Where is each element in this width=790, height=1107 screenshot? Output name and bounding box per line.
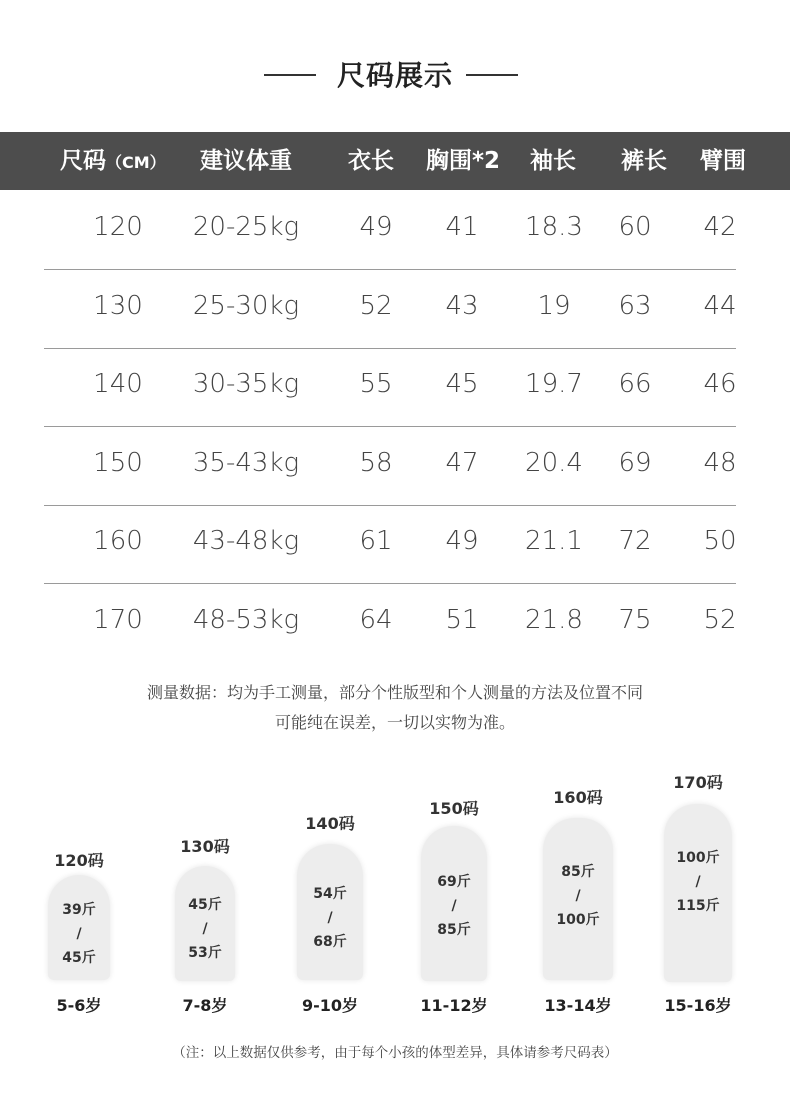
table-cell: 46 [703, 369, 737, 399]
figure-size-label: 140码 [305, 814, 355, 833]
table-cell: 63 [618, 290, 652, 321]
size-figure [639, 0, 757, 1030]
measure-note-line1: 测量数据：均为手工测量，部分个性版型和个人测量的方法及位置不同 [146, 683, 643, 702]
weight-separator: / [76, 926, 82, 942]
table-cell: 64 [359, 604, 393, 635]
table-cell: 58 [359, 447, 393, 478]
weight-separator: / [575, 888, 581, 904]
weight-value: 45斤 [188, 897, 222, 913]
page-title: 尺码展示 [336, 59, 453, 92]
table-cell: 60 [618, 212, 652, 242]
figure-size-label: 160码 [553, 788, 603, 807]
table-cell: 35-43kg [192, 447, 300, 478]
table-cell: 61 [359, 526, 393, 556]
table-cell: 19.7 [525, 369, 583, 399]
table-cell: 75 [618, 604, 652, 635]
table-cell: 18.3 [525, 212, 583, 242]
figure-size-label: 130码 [180, 837, 230, 856]
weight-value: 115斤 [676, 898, 720, 914]
header-length: 衣长 [348, 148, 394, 174]
size-figure [20, 0, 138, 1030]
weight-value: 100斤 [556, 912, 600, 928]
weight-separator: / [695, 874, 701, 890]
table-cell: 120 [93, 212, 143, 242]
table-cell: 52 [359, 290, 393, 321]
size-figure [146, 0, 264, 1030]
table-cell: 42 [703, 212, 737, 242]
weight-value: 100斤 [676, 850, 720, 866]
table-cell: 41 [445, 212, 479, 242]
size-figure [271, 0, 389, 1030]
table-cell: 50 [703, 526, 737, 556]
header-chest: 胸围*2 [426, 148, 501, 174]
table-cell: 20-25kg [192, 212, 300, 242]
size-figure [395, 0, 513, 1030]
table-cell: 30-35kg [192, 369, 300, 399]
table-cell: 140 [93, 369, 143, 399]
figure-size-label: 150码 [429, 799, 479, 818]
figure-age-label: 9-10岁 [301, 996, 359, 1015]
weight-value: 54斤 [313, 886, 347, 902]
header-weight: 建议体重 [200, 148, 292, 174]
figure-age-label: 7-8岁 [182, 996, 228, 1015]
header-unit: （CM） [106, 153, 166, 172]
figure-age-label: 15-16岁 [664, 996, 732, 1015]
footer-note: （注：以上数据仅供参考，由于每个小孩的体型差异，具体请参考尺码表） [172, 1045, 618, 1061]
figure-age-label: 13-14岁 [544, 996, 612, 1015]
size-figure [519, 0, 637, 1030]
header-sleeve: 袖长 [530, 148, 576, 174]
table-cell: 150 [93, 447, 143, 478]
header-pants: 裤长 [621, 148, 667, 174]
weight-value: 68斤 [313, 934, 347, 950]
table-cell: 48 [703, 447, 737, 478]
weight-value: 39斤 [62, 902, 96, 918]
table-cell: 43 [445, 290, 479, 321]
table-cell: 69 [618, 447, 652, 478]
table-cell: 160 [93, 526, 143, 556]
figure-size-label: 170码 [673, 773, 723, 792]
table-cell: 25-30kg [192, 290, 300, 321]
table-cell: 45 [445, 369, 479, 399]
table-cell: 19 [537, 290, 571, 321]
table-cell: 21.8 [525, 604, 583, 635]
table-cell: 48-53kg [192, 604, 300, 635]
weight-separator: / [202, 921, 208, 937]
weight-value: 85斤 [561, 864, 595, 880]
header-size-label: 尺码 [60, 148, 106, 174]
table-cell: 66 [618, 369, 652, 399]
table-cell: 47 [445, 447, 479, 478]
weight-value: 69斤 [437, 874, 471, 890]
table-cell: 72 [618, 526, 652, 556]
table-cell: 43-48kg [192, 526, 300, 556]
table-cell: 55 [359, 369, 393, 399]
table-cell: 170 [93, 604, 143, 635]
weight-value: 45斤 [62, 950, 96, 966]
table-cell: 130 [93, 290, 143, 321]
table-cell: 20.4 [525, 447, 583, 478]
weight-separator: / [451, 898, 457, 914]
header-arm: 臂围 [700, 148, 746, 174]
figure-size-label: 120码 [54, 851, 104, 870]
weight-value: 85斤 [437, 922, 471, 938]
weight-value: 53斤 [188, 945, 222, 961]
table-cell: 21.1 [525, 526, 583, 556]
figure-age-label: 11-12岁 [420, 996, 488, 1015]
table-cell: 49 [359, 212, 393, 242]
table-cell: 49 [445, 526, 479, 556]
table-cell: 51 [445, 604, 479, 635]
weight-separator: / [327, 910, 333, 926]
figure-age-label: 5-6岁 [56, 996, 102, 1015]
measure-note-line2: 可能纯在误差，一切以实物为准。 [274, 713, 515, 732]
table-cell: 52 [703, 604, 737, 635]
table-cell: 44 [703, 290, 737, 321]
